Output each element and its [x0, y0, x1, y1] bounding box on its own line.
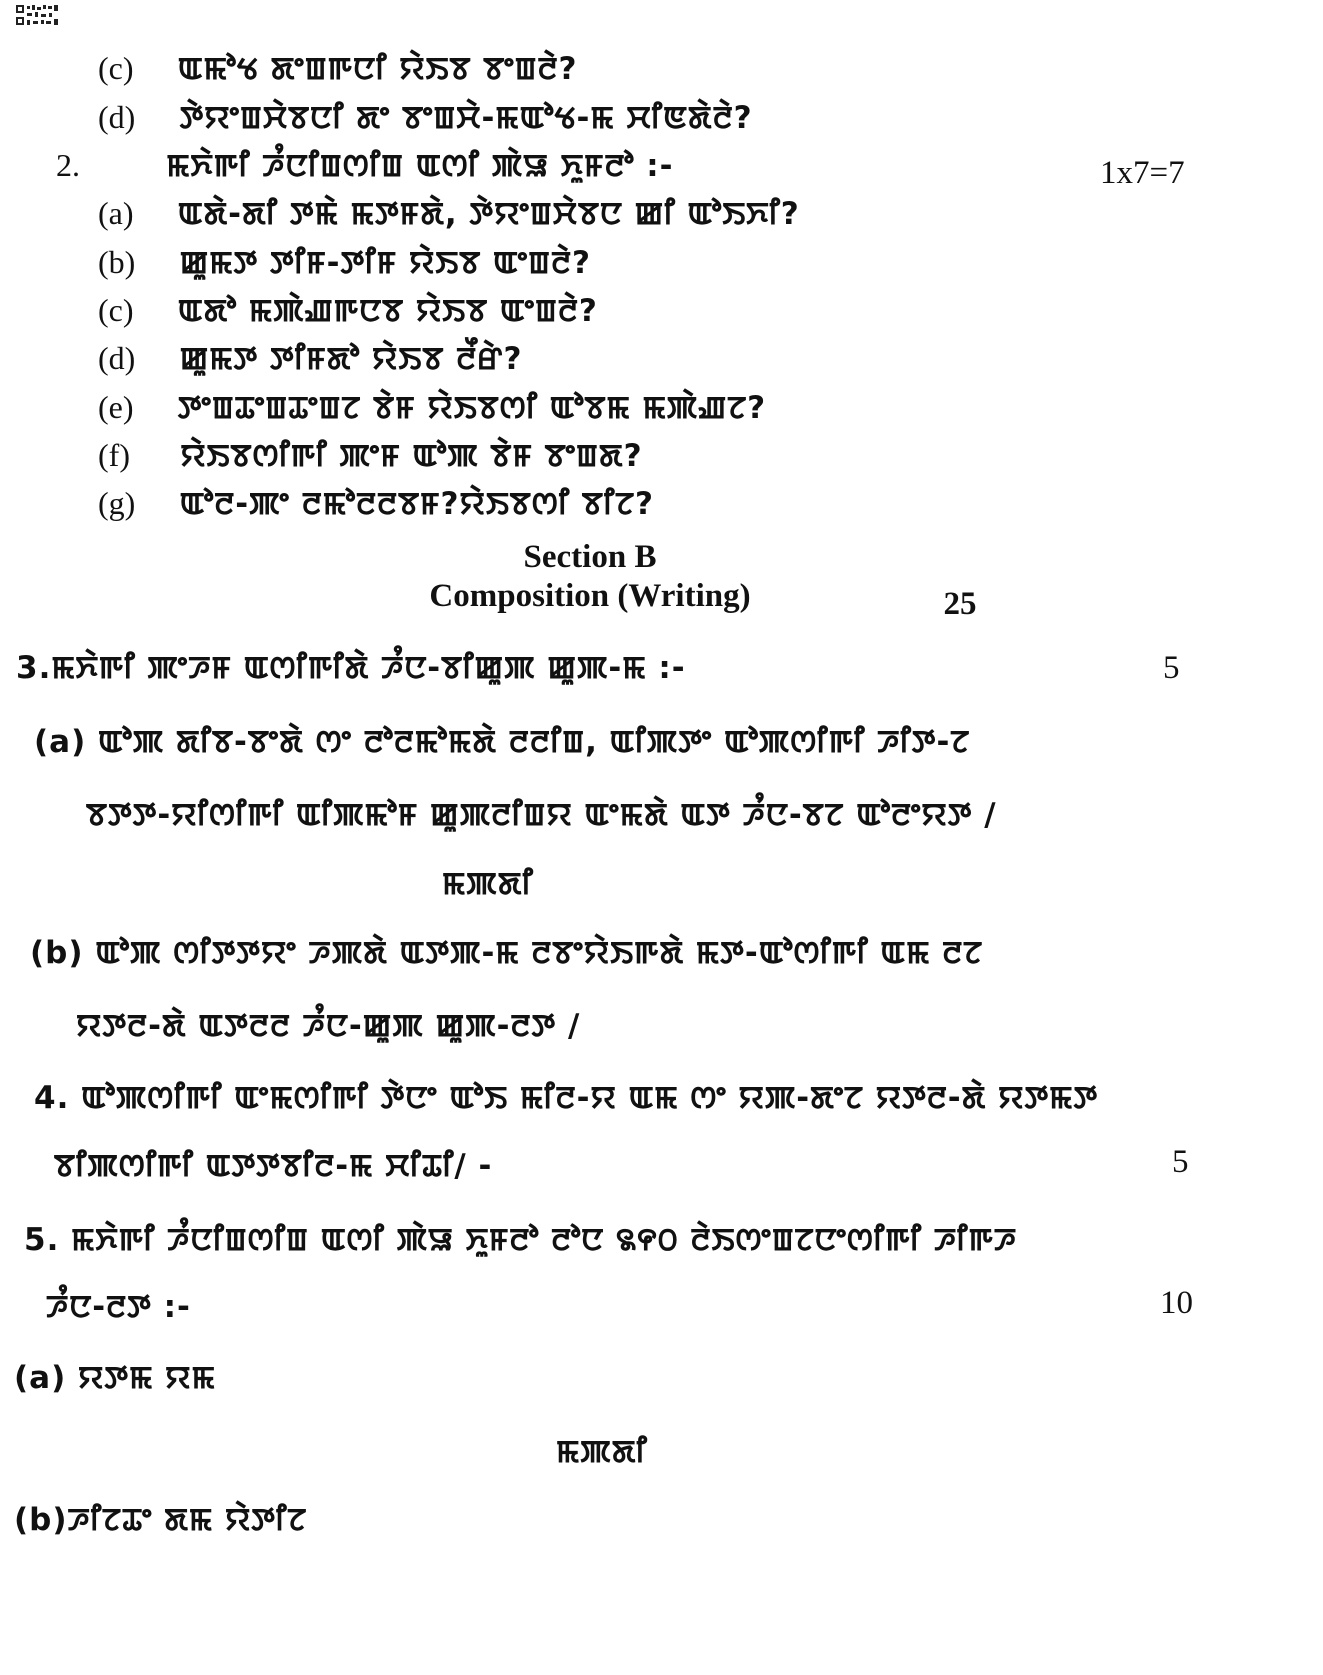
- option-text: ꯕꯇꯇ-ꯌꯤꯁꯤꯒꯤ ꯑꯤꯄꯃꯣꯝ ꯀꯨꯄꯂꯤꯡꯌ ꯑꯦꯃꯗꯥ ꯑꯇ ꯍꯪꯅ-ꯕꯖ ꯑꯣꯂꯦꯌꯇ /: [86, 797, 997, 833]
- question-3: [16, 648, 686, 688]
- question-5a: [14, 1358, 216, 1398]
- question-text: ꯍꯪꯅ-ꯂꯇ :-: [46, 1289, 191, 1325]
- question-2c: [98, 290, 598, 331]
- question-5-line-2: [46, 1287, 191, 1327]
- question-3b-line-2: [76, 1006, 580, 1046]
- item-label: (d): [98, 99, 136, 135]
- item-text: ꯀꯨꯃꯇ ꯇꯤꯝꯗꯣ ꯌꯥꯏꯕ ꯂꯩꯔꯥ?: [179, 341, 523, 377]
- question-number: 2.: [56, 147, 80, 183]
- question-3b-line-1: [30, 933, 983, 973]
- option-text: (a) ꯑꯣꯄ ꯗꯤꯕ-ꯕꯦꯗꯥ ꯁꯦ ꯂꯣꯂꯃꯣꯃꯗꯥ ꯂꯂꯤꯡ, ꯑꯤꯄꯇꯦ ꯑꯣꯄꯁꯤꯒꯤ ꯍꯤꯇ-ꯖ: [34, 724, 971, 760]
- question-5b: [14, 1500, 307, 1540]
- item-text: ꯀꯨꯃꯇ ꯇꯤꯝ-ꯇꯤꯝ ꯌꯥꯏꯕ ꯑꯦꯡꯂꯥ?: [179, 245, 591, 281]
- item-label: (g): [98, 485, 136, 521]
- item-label: (d): [98, 340, 136, 376]
- question-2a: [98, 193, 800, 234]
- item-text: ꯑꯣꯂ-ꯄꯦ ꯂꯃꯣꯂꯂꯕꯝ?ꯌꯥꯏꯕꯁꯤ ꯕꯤꯖ?: [179, 486, 655, 522]
- item-label: (e): [98, 389, 134, 425]
- item-text: ꯇꯦꯡꯊꯦꯡꯊꯦꯡꯖ ꯕꯥꯝ ꯌꯥꯏꯕꯁꯤ ꯑꯣꯕꯃ ꯃꯄꯥꯉꯖ?: [177, 390, 767, 426]
- question-1c: [98, 48, 577, 89]
- item-text: ꯑꯗꯥ-ꯗꯤ ꯇꯃꯥ ꯃꯇꯝꯗꯥ, ꯇꯥꯌꯦꯡꯆꯥꯕꯅ ꯀꯤ ꯑꯣꯏꯈꯤ?: [177, 196, 800, 232]
- question-text: 4. ꯑꯣꯄꯁꯤꯒꯤ ꯑꯦꯃꯁꯤꯒꯤ ꯇꯥꯅꯦ ꯑꯣꯏ ꯃꯤꯂ-ꯌ ꯑꯃ ꯁꯦ ꯌꯄ-ꯗꯦꯖ ꯌꯇꯂ-ꯗꯥ ꯌꯇꯃꯇ: [34, 1080, 1099, 1116]
- question-4-line-1: [34, 1078, 1098, 1118]
- item-label: (c): [98, 292, 134, 328]
- question-2e: [98, 387, 766, 428]
- option-text: (b)ꯍꯤꯖꯊꯦ ꯗꯃ ꯌꯥꯇꯤꯖ: [14, 1502, 308, 1538]
- item-label: (f): [98, 437, 130, 473]
- question-4-marks: 5: [1172, 1144, 1189, 1180]
- section-subtitle: Composition (Writing): [429, 578, 751, 614]
- option-text: ꯌꯇꯂ-ꯗꯥ ꯑꯇꯂꯂ ꯍꯪꯅ-ꯀꯨꯄ ꯀꯨꯄ-ꯂꯇ /: [76, 1008, 581, 1044]
- or-text: ꯃꯄꯗꯤ: [442, 866, 534, 902]
- option-text: (b) ꯑꯣꯄ ꯁꯤꯇꯇꯌꯦ ꯍꯄꯗꯥ ꯑꯇꯄ-ꯃ ꯂꯕꯦꯌꯥꯏꯒꯗꯥ ꯃꯇ-ꯑꯣꯁꯤꯒꯤ ꯑꯃ ꯂꯖ: [30, 935, 984, 971]
- question-2: [56, 145, 674, 186]
- item-label: (c): [98, 50, 134, 86]
- question-2b: [98, 242, 591, 283]
- item-text: ꯌꯥꯏꯕꯁꯤꯒꯤ ꯄꯦꯝ ꯑꯣꯄ ꯕꯥꯝ ꯕꯦꯡꯗ?: [180, 438, 643, 474]
- question-text: ꯕꯤꯄꯁꯤꯒꯤ ꯑꯇꯇꯕꯤꯂ-ꯃ ꯆꯤꯊꯤ/ -: [54, 1148, 493, 1184]
- or-text: ꯃꯄꯗꯤ: [556, 1434, 648, 1470]
- question-4-line-2: [54, 1146, 492, 1186]
- item-text: ꯑꯗꯣ ꯃꯄꯥꯉꯒꯅꯕ ꯌꯥꯏꯕ ꯑꯦꯡꯂꯥ?: [177, 293, 598, 329]
- item-label: (a): [98, 195, 134, 231]
- qr-code-icon: [15, 4, 59, 26]
- question-3a-line-2: [86, 795, 997, 835]
- question-2f: [98, 435, 643, 476]
- question-text: ꯃꯈꯥꯒꯤ ꯍꯪꯅꯤꯡꯁꯤꯡ ꯑꯁꯤ ꯄꯥꯎ ꯈꯨꯝꯂꯣ :-: [166, 148, 674, 184]
- question-text: 3.ꯃꯈꯥꯒꯤ ꯄꯦꯍꯝ ꯑꯁꯤꯒꯤꯗꯥ ꯍꯪꯅ-ꯕꯤꯀꯨꯄ ꯀꯨꯄ-ꯃ :-: [16, 650, 686, 686]
- section-marks: 25: [943, 586, 977, 622]
- section-title: Section B: [523, 539, 657, 575]
- question-5-marks: 10: [1160, 1285, 1193, 1321]
- question-text: 5. ꯃꯈꯥꯒꯤ ꯍꯪꯅꯤꯡꯁꯤꯡ ꯑꯁꯤ ꯄꯥꯎ ꯈꯨꯝꯂꯣ ꯂꯣꯅ ꯲꯵꯰ ꯂꯥꯏꯁꯦꯡꯖꯅꯦꯁꯤꯒꯤ ꯍꯤꯒꯍ: [24, 1222, 1018, 1258]
- question-2g: [98, 483, 654, 524]
- item-text: ꯑꯃꯣꯠ ꯗꯦꯡꯒꯅꯤ ꯌꯥꯏꯕ ꯕꯦꯡꯂꯥ?: [177, 51, 578, 87]
- question-2-marks: 1x7=7: [1100, 155, 1185, 191]
- item-text: ꯇꯥꯌꯦꯡꯆꯥꯕꯅꯤ ꯗꯦ ꯕꯦꯡꯆꯥ-ꯃꯑꯣꯠ-ꯃ ꯆꯤꯟꯗꯥꯂꯥ?: [179, 100, 753, 136]
- or-separator: [442, 864, 534, 904]
- or-separator-2: [556, 1432, 648, 1472]
- item-label: (b): [98, 244, 136, 280]
- question-3a-line-1: [34, 722, 970, 762]
- question-1d: [98, 97, 753, 138]
- question-5-line-1: [24, 1220, 1017, 1260]
- option-text: (a) ꯌꯇꯃ ꯌꯃ: [14, 1360, 216, 1396]
- question-2d: [98, 338, 522, 379]
- question-3-marks: 5: [1163, 650, 1180, 686]
